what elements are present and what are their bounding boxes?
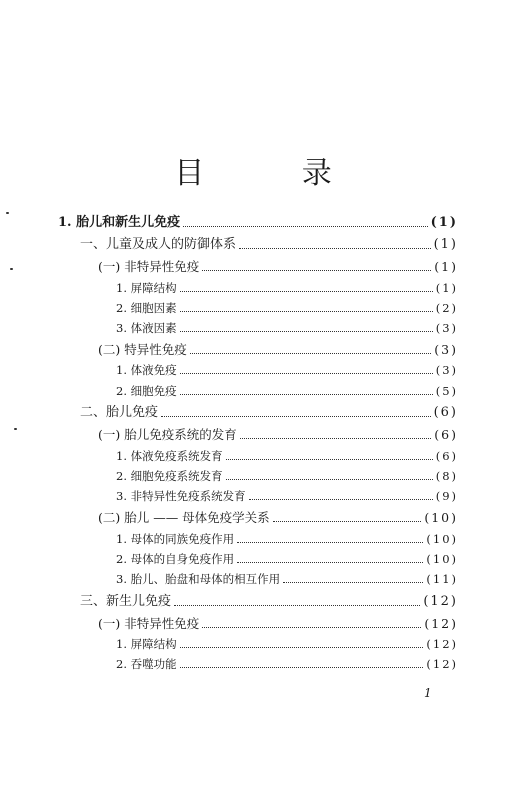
dot-leader <box>180 373 433 374</box>
toc-entry[interactable] <box>116 530 458 548</box>
toc-entry-page: (12) <box>426 657 458 671</box>
toc-entry[interactable] <box>58 214 458 232</box>
toc-entry-label: 一、儿童及成人的防御体系 <box>80 237 237 252</box>
toc-entry-page: (5) <box>435 384 458 398</box>
toc-entry-label: (二) 特异性免疫 <box>98 342 187 357</box>
toc-entry[interactable] <box>116 361 458 379</box>
toc-entry[interactable] <box>116 467 458 485</box>
toc-entry-label: 三、新生儿免疫 <box>80 594 172 609</box>
dot-leader <box>273 521 422 522</box>
toc-entry-label: 1. 屏障结构 <box>116 281 177 295</box>
toc-entry-label: 1. 母体的同族免疫作用 <box>116 532 235 546</box>
toc-entry-label: 1. 体液免疫系统发育 <box>116 449 223 463</box>
toc-entry-label: 2. 细胞因素 <box>116 301 177 315</box>
toc-entry-label: (一) 非特异性免疫 <box>98 259 200 274</box>
toc-entry-page: (6) <box>435 449 458 463</box>
toc-entry-page: (3) <box>435 363 458 377</box>
toc-entry[interactable] <box>98 258 458 276</box>
dot-leader <box>249 499 433 500</box>
toc-entry-page: (1) <box>434 259 458 274</box>
toc-entry-page: (12) <box>426 637 458 651</box>
toc-entry[interactable] <box>116 279 458 297</box>
toc-entry-page: (10) <box>426 532 458 546</box>
dot-leader <box>190 353 432 354</box>
toc-entry-page: (3) <box>435 321 458 335</box>
toc-entry[interactable] <box>80 593 458 611</box>
toc-entry-label: 二、胎儿免疫 <box>80 405 159 420</box>
toc-entry-label: 2. 细胞免疫系统发育 <box>116 469 223 483</box>
toc-entry-page: (12) <box>424 616 458 631</box>
dot-leader <box>239 248 431 249</box>
toc-entry-page: (10) <box>426 552 458 566</box>
toc-entry-label: 1. 胎儿和新生儿免疫 <box>58 215 181 230</box>
toc-entry-page: (12) <box>423 594 458 609</box>
scan-speck <box>6 212 9 214</box>
toc-entry-page: (3) <box>434 342 458 357</box>
toc-entry-page: (10) <box>424 510 458 525</box>
dot-leader <box>237 542 423 543</box>
toc-entry-page: (1) <box>435 281 458 295</box>
toc-entry[interactable] <box>98 426 458 444</box>
toc-entry-label: 1. 屏障结构 <box>116 637 177 651</box>
toc-entry-label: (一) 胎儿免疫系统的发育 <box>98 427 237 442</box>
dot-leader <box>226 479 433 480</box>
toc-entry-label: (二) 胎儿 —— 母体免疫学关系 <box>98 510 270 525</box>
toc-entry[interactable] <box>98 509 458 527</box>
toc-entry[interactable] <box>116 319 458 337</box>
dot-leader <box>180 647 424 648</box>
toc-entry[interactable] <box>116 382 458 400</box>
toc-entry-label: 2. 母体的自身免疫作用 <box>116 552 235 566</box>
dot-leader <box>202 270 431 271</box>
toc-entry-page: (8) <box>435 469 458 483</box>
toc-entry-label: 3. 非特异性免疫系统发育 <box>116 489 246 503</box>
dot-leader <box>237 562 423 563</box>
toc-entry-label: 3. 体液因素 <box>116 321 177 335</box>
dot-leader <box>180 291 433 292</box>
toc-entry-label: 3. 胎儿、胎盘和母体的相互作用 <box>116 572 281 586</box>
dot-leader <box>180 311 433 312</box>
toc-entry[interactable] <box>116 487 458 505</box>
toc-entry[interactable] <box>98 341 458 359</box>
toc-entry[interactable] <box>98 615 458 633</box>
toc-entry-page: (6) <box>434 427 458 442</box>
toc-entry[interactable] <box>116 635 458 653</box>
dot-leader <box>226 459 433 460</box>
dot-leader <box>180 667 424 668</box>
toc-entry-page: (1) <box>433 237 458 252</box>
toc-entry[interactable] <box>116 447 458 465</box>
page-number: 1 <box>424 686 432 700</box>
toc-entry[interactable] <box>80 404 458 422</box>
toc-entry[interactable] <box>116 299 458 317</box>
toc-entry-page: (1) <box>430 215 458 230</box>
toc-entry[interactable] <box>80 236 458 254</box>
dot-leader <box>180 394 433 395</box>
dot-leader <box>174 605 420 606</box>
dot-leader <box>202 627 421 628</box>
toc-entry-page: (9) <box>435 489 458 503</box>
toc-entry-page: (11) <box>426 572 458 586</box>
toc-entry[interactable] <box>116 655 458 673</box>
page-title: 目 录 <box>174 156 376 191</box>
scan-speck <box>14 428 17 430</box>
toc-entry-label: 2. 细胞免疫 <box>116 384 177 398</box>
dot-leader <box>240 438 432 439</box>
dot-leader <box>180 331 433 332</box>
toc-entry[interactable] <box>116 570 458 588</box>
scan-speck <box>10 268 13 270</box>
toc-entry-page: (2) <box>435 301 458 315</box>
toc-entry-label: 1. 体液免疫 <box>116 363 177 377</box>
toc-entry-label: (一) 非特异性免疫 <box>98 616 200 631</box>
dot-leader <box>161 416 431 417</box>
toc-entry-label: 2. 吞噬功能 <box>116 657 177 671</box>
dot-leader <box>283 582 423 583</box>
toc-entry[interactable] <box>116 550 458 568</box>
dot-leader <box>183 226 428 227</box>
toc-entry-page: (6) <box>433 405 458 420</box>
